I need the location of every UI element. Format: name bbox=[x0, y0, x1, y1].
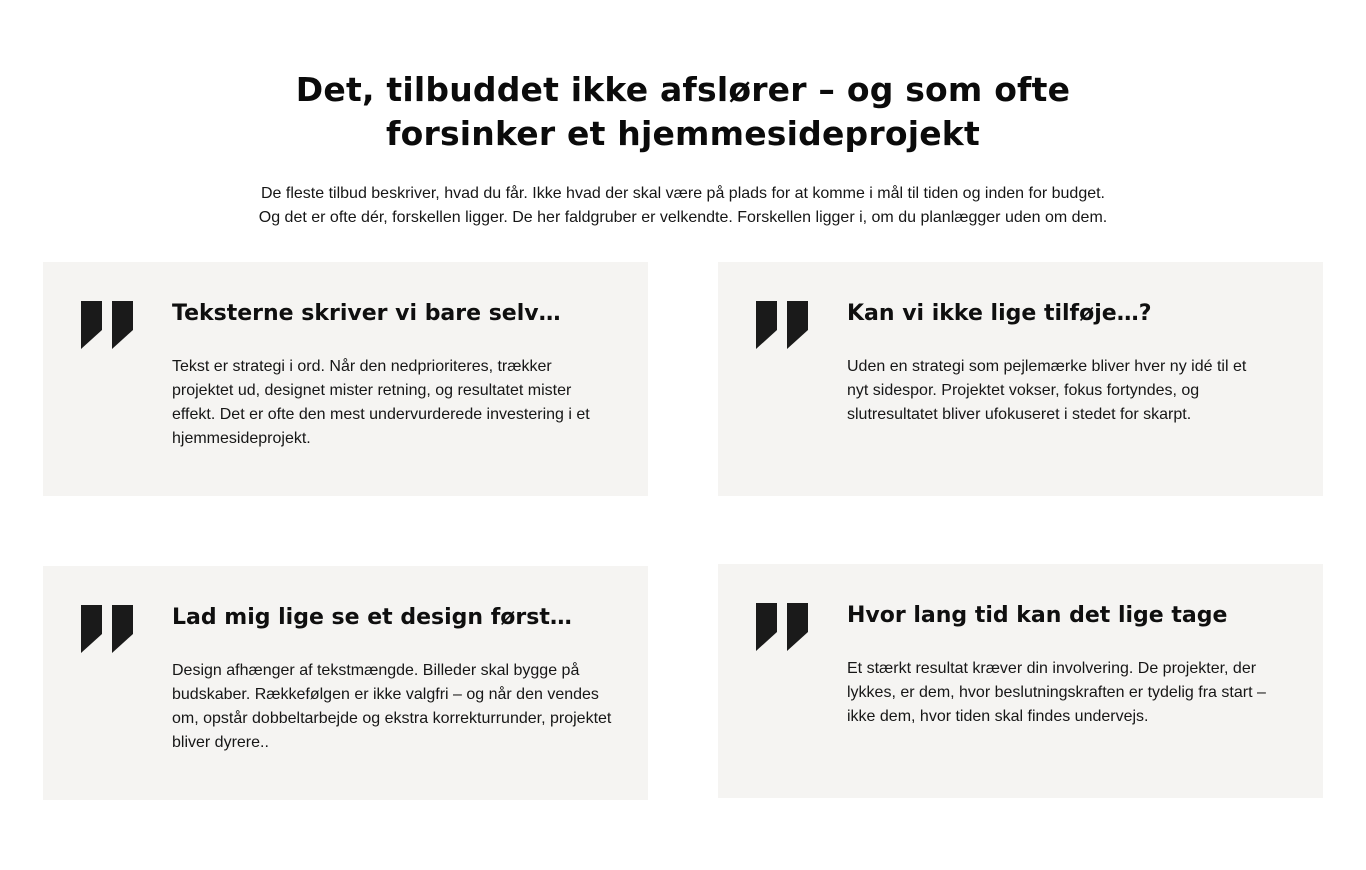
pitfall-card-body: Et stærkt resultat kræver din involvering. De projekter, der lykkes, er dem, hvor beslutningskraften er tydelig fra start – ikke dem, hvor tiden skal findes undervejs. bbox=[847, 660, 1266, 725]
pitfall-card-body: Tekst er strategi i ord. Når den nedprioriteres, trækker projektet ud, designet mister retning, og resultatet mister effekt. Det er ofte den mest undervurderede investering i et hjemmesideprojekt. bbox=[172, 358, 590, 447]
quote-mark-icon bbox=[81, 301, 135, 351]
intro-line-1: De fleste tilbud beskriver, hvad du får. Ikke hvad der skal være på plads for at komme i mål til tiden og inden for budget. bbox=[261, 185, 1105, 202]
pitfall-card-title: Lad mig lige se et design først… bbox=[172, 605, 572, 630]
section-intro bbox=[183, 182, 1183, 230]
quote-mark-icon bbox=[756, 603, 810, 653]
pitfall-card bbox=[43, 262, 648, 496]
pitfall-card-title: Teksterne skriver vi bare selv… bbox=[172, 301, 561, 326]
headline-line-1: Det, tilbuddet ikke afslører – og som ofte bbox=[295, 70, 1071, 109]
pitfall-card bbox=[718, 262, 1323, 496]
pitfall-card-title: Kan vi ikke lige tilføje…? bbox=[847, 301, 1152, 326]
quote-mark-icon bbox=[756, 301, 810, 351]
section-headline bbox=[183, 68, 1183, 156]
pitfall-card-body: Design afhænger af tekstmængde. Billeder skal bygge på budskaber. Rækkefølgen er ikke valgfri – og når den vendes om, opstår dobbeltarbejde og ekstra korrekturrunder, projektet bliver dyrere.. bbox=[172, 662, 612, 751]
quote-mark-icon bbox=[81, 605, 135, 655]
pitfall-card bbox=[43, 566, 648, 800]
pitfall-card-title: Hvor lang tid kan det lige tage bbox=[847, 603, 1228, 628]
intro-line-2: Og det er ofte dér, forskellen ligger. De her faldgruber er velkendte. Forskellen ligger i, om du planlægger uden om dem. bbox=[258, 209, 1108, 226]
headline-line-2: forsinker et hjemmesideprojekt bbox=[386, 114, 980, 153]
pitfall-card bbox=[718, 564, 1323, 798]
pitfall-card-body: Uden en strategi som pejlemærke bliver hver ny idé til et nyt sidespor. Projektet vokser, fokus fortyndes, og slutresultatet bliver ufokuseret i stedet for skarpt. bbox=[847, 358, 1247, 423]
